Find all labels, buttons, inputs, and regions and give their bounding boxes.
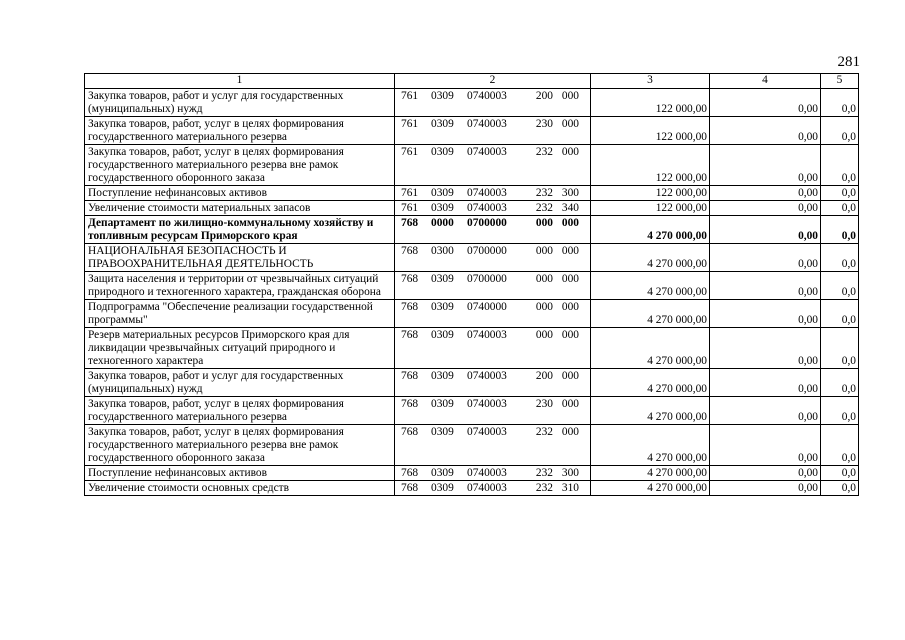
code-target: 0740003	[467, 398, 507, 410]
code-expense: 000	[535, 217, 553, 229]
row-name: Закупка товаров, работ и услуг для государственных (муниципальных) нужд	[85, 369, 395, 397]
code-expense: 230	[535, 118, 553, 130]
table-row	[85, 425, 859, 466]
row-value-5: 0,0	[821, 145, 859, 186]
code-kosgu: 000	[561, 217, 579, 229]
row-value-3: 4 270 000,00	[591, 369, 710, 397]
row-value-3: 4 270 000,00	[591, 216, 710, 244]
row-name: Департамент по жилищно-коммунальному хозяйству и топливным ресурсам Приморского края	[85, 216, 395, 244]
row-value-5: 0,0	[821, 201, 859, 216]
code-kosgu: 300	[561, 467, 579, 479]
row-codes	[395, 481, 591, 496]
row-value-5: 0,0	[821, 186, 859, 201]
code-target: 0740003	[467, 118, 507, 130]
row-name: НАЦИОНАЛЬНАЯ БЕЗОПАСНОСТЬ И ПРАВООХРАНИТЕЛЬНАЯ ДЕЯТЕЛЬНОСТЬ	[85, 244, 395, 272]
code-section: 0309	[431, 90, 454, 102]
code-section: 0309	[431, 467, 454, 479]
budget-table-body	[85, 74, 859, 496]
row-name: Закупка товаров, работ и услуг для государственных (муниципальных) нужд	[85, 89, 395, 117]
table-row	[85, 145, 859, 186]
code-admin: 761	[401, 90, 419, 102]
code-section: 0309	[431, 146, 454, 158]
code-section: 0309	[431, 301, 454, 313]
row-name: Подпрограмма "Обеспечение реализации государственной программы"	[85, 300, 395, 328]
table-row	[85, 300, 859, 328]
code-admin: 768	[401, 370, 419, 382]
code-expense: 200	[535, 90, 553, 102]
code-target: 0700000	[467, 217, 507, 229]
row-value-4: 0,00	[710, 186, 821, 201]
code-target: 0740003	[467, 90, 507, 102]
row-value-4: 0,00	[710, 117, 821, 145]
row-codes	[395, 201, 591, 216]
code-kosgu: 300	[561, 187, 579, 199]
row-value-3: 4 270 000,00	[591, 244, 710, 272]
code-kosgu: 000	[561, 426, 579, 438]
table-row	[85, 466, 859, 481]
column-header-2: 2	[395, 74, 591, 89]
row-name: Резерв материальных ресурсов Приморского края для ликвидации чрезвычайных ситуаций природного и техногенного характера	[85, 328, 395, 369]
row-value-3: 122 000,00	[591, 145, 710, 186]
code-admin: 761	[401, 146, 419, 158]
row-value-3: 122 000,00	[591, 117, 710, 145]
row-value-5: 0,0	[821, 466, 859, 481]
row-value-3: 122 000,00	[591, 186, 710, 201]
table-row	[85, 369, 859, 397]
code-kosgu: 000	[561, 90, 579, 102]
code-expense: 232	[535, 146, 553, 158]
code-expense: 200	[535, 370, 553, 382]
page-number: 281	[837, 54, 860, 70]
row-value-5: 0,0	[821, 328, 859, 369]
code-kosgu: 310	[561, 482, 579, 494]
code-section: 0309	[431, 329, 454, 341]
code-admin: 768	[401, 217, 419, 229]
column-header-5: 5	[821, 74, 859, 89]
code-section: 0309	[431, 482, 454, 494]
row-name: Увеличение стоимости материальных запасов	[85, 201, 395, 216]
row-codes	[395, 328, 591, 369]
code-kosgu: 000	[561, 245, 579, 257]
row-codes	[395, 369, 591, 397]
row-codes	[395, 466, 591, 481]
row-value-5: 0,0	[821, 300, 859, 328]
code-kosgu: 340	[561, 202, 579, 214]
row-value-5: 0,0	[821, 117, 859, 145]
code-expense: 232	[535, 467, 553, 479]
row-value-3: 4 270 000,00	[591, 328, 710, 369]
row-codes	[395, 425, 591, 466]
row-value-4: 0,00	[710, 145, 821, 186]
row-value-5: 0,0	[821, 369, 859, 397]
row-value-5: 0,0	[821, 481, 859, 496]
code-section: 0309	[431, 398, 454, 410]
code-kosgu: 000	[561, 370, 579, 382]
code-target: 0740003	[467, 202, 507, 214]
code-kosgu: 000	[561, 146, 579, 158]
code-expense: 000	[535, 301, 553, 313]
table-row	[85, 186, 859, 201]
row-codes	[395, 117, 591, 145]
row-value-5: 0,0	[821, 244, 859, 272]
code-admin: 761	[401, 202, 419, 214]
table-row	[85, 201, 859, 216]
code-admin: 768	[401, 273, 419, 285]
column-header-1: 1	[85, 74, 395, 89]
column-header-4: 4	[710, 74, 821, 89]
row-name: Закупка товаров, работ, услуг в целях формирования государственного материального резерва вне рамок государственного оборонного заказа	[85, 425, 395, 466]
table-row	[85, 89, 859, 117]
row-name: Закупка товаров, работ, услуг в целях формирования государственного материального резерва вне рамок государственного оборонного заказа	[85, 145, 395, 186]
code-section: 0309	[431, 187, 454, 199]
code-kosgu: 000	[561, 398, 579, 410]
code-target: 0740000	[467, 301, 507, 313]
row-value-3: 4 270 000,00	[591, 397, 710, 425]
row-codes	[395, 300, 591, 328]
row-value-4: 0,00	[710, 89, 821, 117]
code-expense: 232	[535, 202, 553, 214]
row-value-4: 0,00	[710, 425, 821, 466]
table-row	[85, 117, 859, 145]
code-target: 0700000	[467, 245, 507, 257]
row-codes	[395, 272, 591, 300]
row-value-4: 0,00	[710, 216, 821, 244]
code-admin: 768	[401, 329, 419, 341]
code-admin: 768	[401, 245, 419, 257]
row-name: Увеличение стоимости основных средств	[85, 481, 395, 496]
code-target: 0740003	[467, 370, 507, 382]
row-value-5: 0,0	[821, 425, 859, 466]
code-admin: 768	[401, 467, 419, 479]
row-codes	[395, 89, 591, 117]
row-value-4: 0,00	[710, 397, 821, 425]
code-expense: 232	[535, 482, 553, 494]
code-admin: 768	[401, 482, 419, 494]
code-section: 0300	[431, 245, 454, 257]
table-row	[85, 216, 859, 244]
row-name: Поступление нефинансовых активов	[85, 186, 395, 201]
code-admin: 768	[401, 426, 419, 438]
table-row	[85, 244, 859, 272]
code-expense: 000	[535, 245, 553, 257]
row-name: Закупка товаров, работ, услуг в целях формирования государственного материального резерва	[85, 117, 395, 145]
row-value-3: 4 270 000,00	[591, 425, 710, 466]
row-codes	[395, 186, 591, 201]
row-name: Поступление нефинансовых активов	[85, 466, 395, 481]
code-target: 0740003	[467, 329, 507, 341]
code-kosgu: 000	[561, 329, 579, 341]
row-value-5: 0,0	[821, 89, 859, 117]
code-section: 0309	[431, 273, 454, 285]
code-expense: 230	[535, 398, 553, 410]
code-admin: 768	[401, 398, 419, 410]
row-value-4: 0,00	[710, 300, 821, 328]
row-value-3: 4 270 000,00	[591, 300, 710, 328]
code-target: 0740003	[467, 467, 507, 479]
row-value-4: 0,00	[710, 369, 821, 397]
code-target: 0740003	[467, 187, 507, 199]
code-target: 0700000	[467, 273, 507, 285]
row-codes	[395, 216, 591, 244]
row-value-4: 0,00	[710, 466, 821, 481]
row-value-4: 0,00	[710, 481, 821, 496]
row-value-3: 4 270 000,00	[591, 272, 710, 300]
table-row	[85, 328, 859, 369]
row-value-4: 0,00	[710, 272, 821, 300]
column-header-row	[85, 74, 859, 89]
row-value-3: 4 270 000,00	[591, 466, 710, 481]
code-kosgu: 000	[561, 118, 579, 130]
code-section: 0309	[431, 370, 454, 382]
code-admin: 761	[401, 187, 419, 199]
row-value-3: 122 000,00	[591, 89, 710, 117]
table-row	[85, 397, 859, 425]
row-codes	[395, 145, 591, 186]
code-expense: 000	[535, 329, 553, 341]
code-expense: 000	[535, 273, 553, 285]
row-codes	[395, 397, 591, 425]
row-name: Закупка товаров, работ, услуг в целях формирования государственного материального резерва	[85, 397, 395, 425]
table-row	[85, 272, 859, 300]
row-codes	[395, 244, 591, 272]
row-value-5: 0,0	[821, 216, 859, 244]
code-expense: 232	[535, 426, 553, 438]
code-section: 0309	[431, 202, 454, 214]
code-target: 0740003	[467, 482, 507, 494]
row-value-4: 0,00	[710, 328, 821, 369]
code-admin: 768	[401, 301, 419, 313]
code-target: 0740003	[467, 426, 507, 438]
code-admin: 761	[401, 118, 419, 130]
budget-table	[84, 73, 859, 496]
row-value-3: 4 270 000,00	[591, 481, 710, 496]
code-section: 0000	[431, 217, 454, 229]
row-value-5: 0,0	[821, 272, 859, 300]
code-kosgu: 000	[561, 273, 579, 285]
code-expense: 232	[535, 187, 553, 199]
code-target: 0740003	[467, 146, 507, 158]
row-value-5: 0,0	[821, 397, 859, 425]
row-value-3: 122 000,00	[591, 201, 710, 216]
row-value-4: 0,00	[710, 244, 821, 272]
row-value-4: 0,00	[710, 201, 821, 216]
code-section: 0309	[431, 118, 454, 130]
row-name: Защита населения и территории от чрезвычайных ситуаций природного и техногенного характера, гражданская оборона	[85, 272, 395, 300]
code-section: 0309	[431, 426, 454, 438]
code-kosgu: 000	[561, 301, 579, 313]
table-row	[85, 481, 859, 496]
column-header-3: 3	[591, 74, 710, 89]
